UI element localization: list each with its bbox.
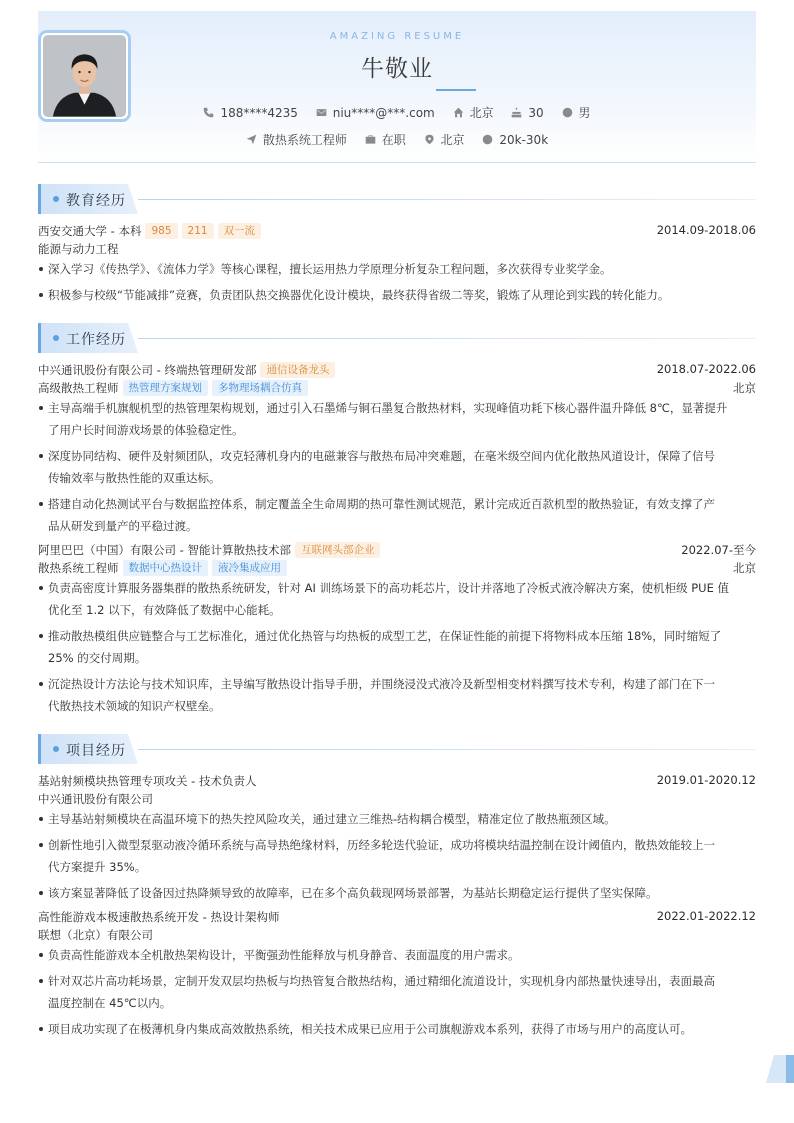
contact-row <box>38 104 756 121</box>
section-project-header <box>38 734 756 764</box>
section-title: 工作经历 <box>66 332 126 348</box>
skill-tag: 热管理方案规划 <box>123 380 209 396</box>
section-divider <box>138 199 756 200</box>
school-tag: 211 <box>182 223 214 239</box>
work-company: 中兴通讯股份有限公司 - 终端热管理研发部 <box>38 363 257 377</box>
work-bullet <box>38 445 756 489</box>
skill-tag: 液冷集成应用 <box>212 560 287 576</box>
candidate-name: 牛敬业 <box>361 56 433 82</box>
section-education-header <box>38 184 756 214</box>
work-company: 阿里巴巴（中国）有限公司 - 智能计算散热技术部 <box>38 543 291 557</box>
project-bullet <box>38 834 756 878</box>
section-dot-icon <box>53 335 59 341</box>
cake-icon <box>511 107 522 118</box>
work-location: 北京 <box>733 561 756 575</box>
work-title-row <box>38 560 756 576</box>
section-dot-icon <box>53 746 59 752</box>
project-company: 中兴通讯股份有限公司 <box>38 792 153 806</box>
company-tag: 通信设备龙头 <box>260 362 335 378</box>
section-title: 教育经历 <box>66 193 126 209</box>
work-bullet <box>38 397 756 441</box>
section-dot-icon <box>53 196 59 202</box>
work-company-row <box>38 362 756 378</box>
work-bullet <box>38 673 756 717</box>
location-icon <box>424 134 435 145</box>
job-target-value: 散热系统工程师 <box>262 133 347 147</box>
project-bullet <box>38 970 756 1014</box>
work-bullet-line: 25% 的交付周期。 <box>48 651 147 665</box>
project-bullet-line: 创新性地引入微型泵驱动液冷循环系统与高导热绝缘材料，历经多轮迭代验证，成功将模块结温控制在设计阈值内，散热效能较上一 <box>48 838 715 852</box>
education-major: 能源与动力工程 <box>38 242 119 256</box>
city-item <box>453 104 494 121</box>
job-target-item <box>246 131 347 148</box>
status-value: 在职 <box>381 133 406 147</box>
work-bullet-line: 传输效率与散热性能的双重达标。 <box>48 471 221 485</box>
corner-decoration <box>766 1055 794 1083</box>
age-value: 30 <box>528 105 544 120</box>
company-tag: 互联网头部企业 <box>295 542 381 558</box>
project-bullet: 该方案显著降低了设备因过热降频导致的故障率，已在多个高负载现网场景部署，为基站长期稳定运行提供了坚实保障。 <box>38 882 756 904</box>
home-icon <box>453 107 464 118</box>
name-underline <box>436 89 476 91</box>
face-icon <box>562 107 573 118</box>
work-bullet-line: 深度协同结构、硬件及射频团队，攻克轻薄机身内的电磁兼容与散热布局冲突难题，在毫米级空间内优化散热风道设计，保障了信号 <box>48 449 715 463</box>
target-city-value: 北京 <box>440 133 465 147</box>
work-bullet-line: 优化至 1.2 以下，有效降低了数据中心能耗。 <box>48 603 281 617</box>
work-bullet-line: 品从研发到量产的平稳过渡。 <box>48 519 198 533</box>
education-date: 2014.09-2018.06 <box>656 223 756 237</box>
work-date: 2018.07-2022.06 <box>656 362 756 376</box>
work-title-row <box>38 380 756 396</box>
resume-header <box>38 11 756 163</box>
email-item <box>316 106 435 120</box>
project-name: 基站射频模块热管理专项攻关 - 技术负责人 <box>38 774 257 788</box>
money-icon <box>482 134 493 145</box>
work-title: 散热系统工程师 <box>38 561 119 575</box>
project-bullet: 负责高性能游戏本全机散热架构设计，平衡强劲性能释放与机身静音、表面温度的用户需求。 <box>38 944 756 966</box>
phone-icon <box>203 107 214 118</box>
work-bullet-line: 推动散热模组供应链整合与工艺标准化，通过优化热管与均热板的成型工艺，在保证性能的前提下将物料成本压缩 18%，同时缩短了 <box>48 629 722 643</box>
salary-item <box>482 133 548 147</box>
work-bullet-line: 主导高端手机旗舰机型的热管理架构规划，通过引入石墨烯与铜石墨复合散热材料，实现峰值功耗下核心器件温升降低 8℃，显著提升 <box>48 401 728 415</box>
project-bullet-line: 代方案提升 35%。 <box>48 860 147 874</box>
school-tag: 双一流 <box>218 223 262 239</box>
project-bullet: 项目成功实现了在极薄机身内集成高效散热系统，相关技术成果已应用于公司旗舰游戏本系列，获得了市场与用户的高度认可。 <box>38 1018 756 1040</box>
section-work-header <box>38 323 756 353</box>
project-name: 高性能游戏本极速散热系统开发 - 热设计架构师 <box>38 910 280 924</box>
education-bullet: 深入学习《传热学》、《流体力学》等核心课程，擅长运用热力学原理分析复杂工程问题，多次获得专业奖学金。 <box>38 258 756 280</box>
work-bullet <box>38 493 756 537</box>
project-name-row <box>38 773 756 789</box>
status-item <box>365 131 406 148</box>
education-school-row <box>38 223 756 239</box>
email-value: niu****@***.com <box>332 105 435 120</box>
gender-value: 男 <box>578 106 591 120</box>
education-bullet: 积极参与校级“节能减排”竞赛，负责团队热交换器优化设计模块，最终获得省级二等奖，锻炼了从理论到实践的转化能力。 <box>38 284 756 306</box>
age-item <box>511 106 543 120</box>
project-bullet-line: 针对双芯片高功耗场景，定制开发双层均热板与均热管复合散热结构，通过精细化流道设计，实现机身内部热量快速导出，表面最高 <box>48 974 715 988</box>
mail-icon <box>316 107 327 118</box>
work-bullet-line: 沉淀热设计方法论与技术知识库，主导编写散热设计指导手册，并围绕浸没式液冷及新型相变材料撰写技术专利，构建了部门在下一 <box>48 677 715 691</box>
school-name: 西安交通大学 - 本科 <box>38 224 142 238</box>
briefcase-icon <box>365 134 376 145</box>
project-bullet-line: 温度控制在 45℃以内。 <box>48 996 172 1010</box>
school-tag: 985 <box>145 223 177 239</box>
work-bullet <box>38 625 756 669</box>
project-bullet: 主导基站射频模块在高温环境下的热失控风险攻关，通过建立三维热-结构耦合模型，精准定位了散热瓶颈区域。 <box>38 808 756 830</box>
phone-item <box>203 106 297 120</box>
skill-tag: 数据中心热设计 <box>123 560 209 576</box>
target-city-item <box>424 131 465 148</box>
work-date: 2022.07-至今 <box>681 543 756 557</box>
phone-value: 188****4235 <box>220 105 298 120</box>
work-bullet-line: 了用户长时间游戏场景的体验稳定性。 <box>48 423 244 437</box>
work-bullet-line: 负责高密度计算服务器集群的散热系统研发，针对 AI 训练场景下的高功耗芯片，设计并落地了冷板式液冷解决方案，使机柜级 PUE 值 <box>48 581 729 595</box>
city-value: 北京 <box>469 106 494 120</box>
project-date: 2022.01-2022.12 <box>656 909 756 923</box>
work-title: 高级散热工程师 <box>38 381 119 395</box>
work-bullet-line: 搭建自动化热测试平台与数据监控体系，制定覆盖全生命周期的热可靠性测试规范，累计完成近百款机型的散热验证，有效支撑了产 <box>48 497 715 511</box>
section-title: 项目经历 <box>66 743 126 759</box>
gender-item <box>562 104 591 121</box>
project-date: 2019.01-2020.12 <box>656 773 756 787</box>
work-bullet-line: 代散热技术领域的知识产权壁垒。 <box>48 699 221 713</box>
skill-tag: 多物理场耦合仿真 <box>212 380 308 396</box>
section-divider <box>138 749 756 750</box>
work-company-row <box>38 542 756 558</box>
work-bullet <box>38 577 756 621</box>
salary-value: 20k-30k <box>499 132 549 147</box>
send-icon <box>246 134 257 145</box>
section-divider <box>138 338 756 339</box>
resume-subtitle: AMAZING RESUME <box>329 31 465 42</box>
work-location: 北京 <box>733 381 756 395</box>
job-intent-row <box>38 131 756 148</box>
project-name-row <box>38 909 756 925</box>
project-company: 联想（北京）有限公司 <box>38 928 153 942</box>
